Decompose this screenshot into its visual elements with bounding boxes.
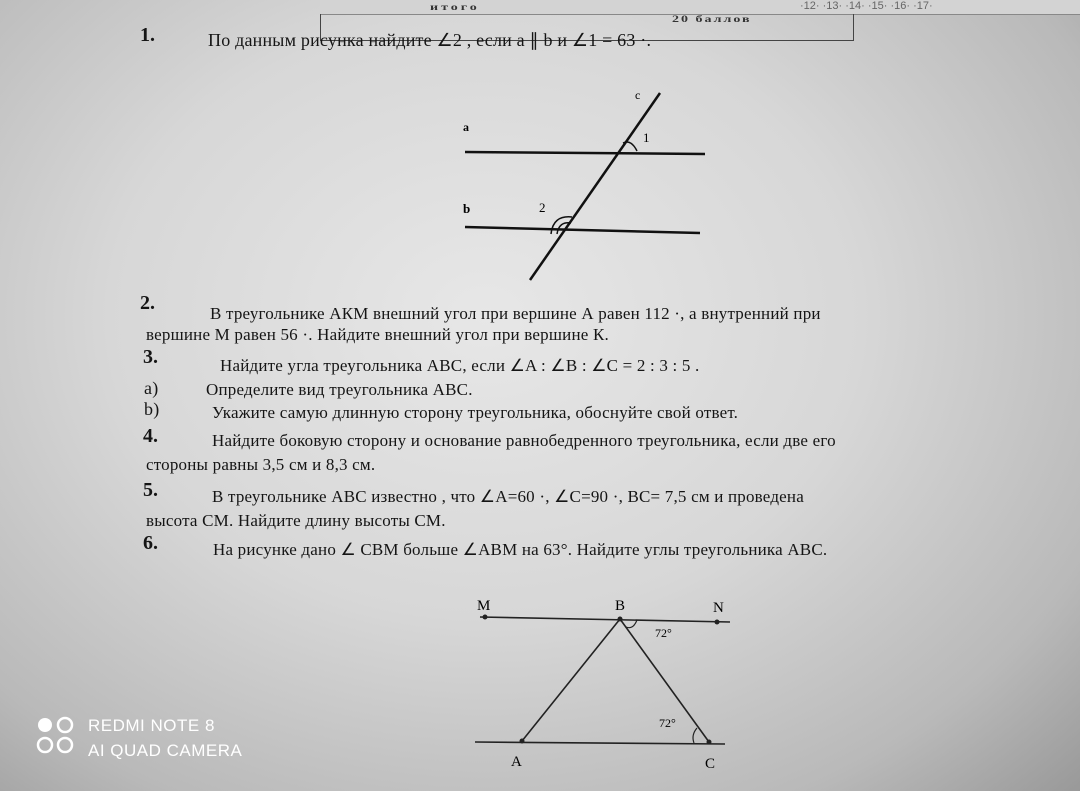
figure-parallel-lines (455, 85, 725, 290)
ruler: ·12· ·13· ·14· ·15· ·16· ·17· (800, 0, 933, 12)
task-3b-number: b) (144, 399, 160, 419)
task-5-line1: В треугольнике АВС известно , что ∠A=60 ·, ∠C=90 ·, BC= 7,5 см и проведена (212, 487, 804, 506)
task-1-number: 1. (140, 24, 155, 46)
task-3a-text: Определите вид треугольника АВС. (206, 380, 473, 399)
point-B: B (615, 598, 626, 614)
task-1-text: По данным рисунка найдите ∠2 , если a ∥ b и ∠1 = 63 ·. (208, 30, 652, 50)
label-a: a (463, 120, 469, 134)
task-3b-text: Укажите самую длинную сторону треугольника, обоснуйте свой ответ. (212, 403, 739, 422)
figure-triangle (465, 590, 745, 780)
point-M: M (477, 598, 491, 614)
point-C: C (705, 756, 716, 772)
angle-1-label: 1 (643, 130, 650, 145)
header-left-text: итого (430, 2, 480, 13)
task-3-number: 3. (143, 346, 158, 368)
camera-watermark (36, 713, 242, 763)
task-5-number: 5. (143, 479, 158, 501)
task-6-number: 6. (143, 532, 158, 554)
label-b: b (463, 201, 471, 216)
camera-type: AI QUAD CAMERA (88, 741, 243, 760)
task-4-line2: стороны равны 3,5 см и 8,3 см. (146, 455, 376, 474)
task-2-number: 2. (140, 292, 155, 314)
angle-bottom-label: 72° (659, 716, 676, 730)
label-c: c (635, 88, 641, 102)
angle-top-label: 72° (655, 626, 672, 640)
camera-model: REDMI NOTE 8 (88, 716, 215, 735)
angle-2-label: 2 (539, 200, 546, 215)
point-N: N (713, 600, 724, 616)
task-5-line2: высота СМ. Найдите длину высоты СМ. (146, 511, 446, 530)
task-3a-number: a) (144, 378, 159, 398)
task-6-text: На рисунке дано ∠ CBM больше ∠ABM на 63°. Найдите углы треугольника АВС. (213, 540, 828, 559)
task-4-line1: Найдите боковую сторону и основание равнобедренного треугольника, если две его (212, 431, 836, 450)
task-2-line2: вершине М равен 56 ·. Найдите внешний угол при вершине К. (146, 325, 609, 344)
point-A: A (511, 754, 522, 770)
header-right-text: 20 баллов (672, 14, 752, 25)
task-4-number: 4. (143, 425, 158, 447)
task-3-text: Найдите угла треугольника АВС, если ∠A : ∠B : ∠C = 2 : 3 : 5 . (220, 356, 700, 375)
task-2-line1: В треугольнике АКМ внешний угол при вершине А равен 112 ·, а внутренний при (210, 304, 821, 323)
